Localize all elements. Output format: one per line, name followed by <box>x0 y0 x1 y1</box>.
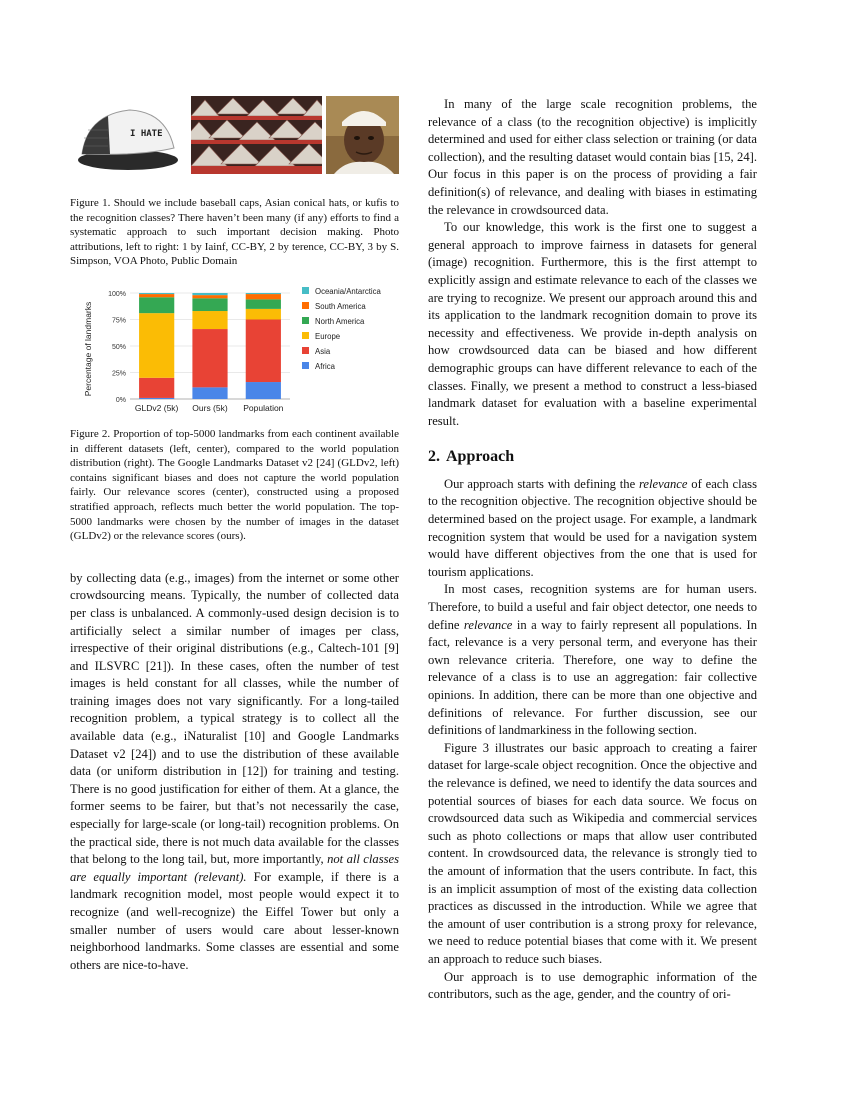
legend-swatch <box>302 347 309 354</box>
legend-label: Europe <box>315 331 341 341</box>
bar-segment <box>139 297 174 313</box>
section-number: 2. <box>428 448 440 466</box>
legend-label: South America <box>315 301 366 311</box>
right-paragraph-5: Figure 3 illustrates our basic approach to creating a fairer dataset for large-scale object recognition. Once the objective and the relevance is defined, we need to identify the data sources and potential sources of biases for each data source. We focus on crowdsourced data such as Wikipedia and commercial services such as photo collections or maps that allow user contributed content. In crowdsourced data, the relevance is strongly tied to the amount of information that the users contribute. In fact, this is an implicit assumption of most of the existing data collection practices as discussed in the introduction. While we agree that the amount of user contribution is a strong proxy for relevance, we need to reduce potential biases that come with it. We present an approach to reduce such biases. <box>428 740 757 966</box>
bar-segment <box>246 309 281 320</box>
conical-hats-photo <box>191 96 322 174</box>
left-column <box>70 96 399 974</box>
y-tick-label: 0% <box>115 396 126 404</box>
right-paragraph-2: To our knowledge, this work is the first one to suggest a general approach to improve fairness in datasets for general (image) recognition. Furthermore, this is the first attempt to explicitly assign and estimate relevance to each of the classes we are trying to recognize. We present our approach around this and its application to the landmark recognition domain to prove its necessity and effectiveness. We provide in-depth analysis on how crowdsourced data can be biased and how different demographic groups can have different relevance to each of the classes. Finally, we present a method to construct a less-biased landmark dataset for evaluation with a baseline experimental result. <box>428 220 757 428</box>
legend-swatch <box>302 332 309 339</box>
legend-swatch <box>302 317 309 324</box>
cap-print-text: I HATE <box>130 129 163 139</box>
right-paragraph-4 <box>428 581 757 739</box>
y-tick-label: 50% <box>111 343 126 351</box>
chart-bars <box>139 293 281 399</box>
bar-segment <box>192 329 227 387</box>
bar-segment <box>246 382 281 399</box>
x-tick-label: Ours (5k) <box>192 402 228 413</box>
y-tick-label: 75% <box>111 317 126 325</box>
section-heading <box>428 448 757 466</box>
right-paragraph-1: In many of the large scale recognition problems, the relevance of a class (to the recognition objective) is implicitly determined and used for either class selection or training (or data collection), and the resulting dataset would contain bias [15, 24]. Our focus in this paper is on the process of providing a fair definition(s) of relevance, and dealing with biases in estimating the relevance in crowdsourced data. <box>428 97 757 217</box>
legend-swatch <box>302 362 309 369</box>
legend-label: Oceania/Antarctica <box>315 286 381 296</box>
bar-segment <box>139 293 174 294</box>
bar-segment <box>246 299 281 309</box>
bar-segment <box>192 298 227 311</box>
right-p3-part-b: of each class to the recognition objective. The recognition objective should be determined based on the project usage. For example, a landmark recognition system that would be used for a navigation system would have different objectives from the one that is used for tourism applications. <box>428 476 757 579</box>
bar-segment <box>246 319 281 382</box>
legend-label: Asia <box>315 346 331 356</box>
bar-segment <box>192 311 227 329</box>
figure-1-caption: Figure 1. Should we include baseball caps, Asian conical hats, or kufis to the recognition classes? There haven’t been many (if any) efforts to find a systematic approach to such important decision making. Photo attributions, left to right: 1 by Iainf, CC-BY, 2 by terence, CC-BY, 3 by S. Simpson, VOA Photo, Public Domain <box>70 197 399 268</box>
left-p1-part-a: by collecting data (e.g., images) from the internet or some other crowdsourcing means. Typically, the number of collected data per class is unbalanced. A commonly-used design decision is to artificially select a similar number of images per class, irrespective of their original distributions (e.g., Caltech-101 [9] and ILSVRC [21]). In these cases, often the number of test images is held constant for all classes, while the number of training images does not vary significantly. For a long-tailed recognition problem, a typical strategy is to collect all the available data (e.g., iNaturalist [10] and Google Landmarks Dataset v2 [24]) and to use the distribution of these available data (or uniform distribution in [12]) for training and testing. There is no good justification for either of them. At a glance, the former seems to be fairer, but that’s not necessarily the case, especially for large-scale (or long-tail) recognition problems. On the practical side, there is not much data available for the classes that belong to the long tail, but, more importantly, <box>70 570 399 867</box>
right-paragraph-3 <box>428 476 757 582</box>
figure-2-caption: Figure 2. Proportion of top-5000 landmarks from each continent available in different datasets (left, center), compared to the world population distribution (right). The Google Landmarks Dataset v2 [24] (GLDv2, left) contains significant biases and does not capture the world population fairly. Our relevance scores (center), constructed using a proposed stratified approach, reflects much better the world population. The top-5000 landmarks were chosen by the number of images in the dataset (GLDv2) or the relevance scores (ours). <box>70 427 399 543</box>
bar-segment <box>192 295 227 298</box>
left-p1-emphasis: not all classes are equally important (relevant). <box>70 852 399 884</box>
right-p4-part-b: in a way to fairly represent all populations. In fact, relevance is a very personal term, and everyone has their own relevance criteria. Therefore, one way to define the relevance of a class is to use an aggregation: fair collective opinions. In addition, there can be more than one objective and definitions of relevance. For further discussion, see our definitions of landmarkiness in the following section. <box>428 617 757 738</box>
right-p3-part-a: Our approach starts with defining the <box>444 476 639 491</box>
left-p1-part-b: For example, if there is a landmark recognition model, most people would expect it to recognize (and well-recognize) the Eiffel Tower but only a smaller number of users would care about lesser-known neighborhood landmarks. Some classes are essential and some others are nice-to-have. <box>70 869 399 972</box>
legend-swatch <box>302 302 309 309</box>
y-tick-label: 100% <box>108 290 126 298</box>
chart-legend <box>302 287 382 371</box>
x-axis-ticks <box>135 403 284 413</box>
right-paragraph-6: Our approach is to use demographic information of the contributors, such as the age, gender, and the country of ori- <box>428 969 757 1002</box>
stacked-bar-chart <box>70 283 399 415</box>
right-p4-emphasis: relevance <box>463 617 513 632</box>
right-column <box>428 96 757 1004</box>
legend-swatch <box>302 287 309 294</box>
y-axis-ticks <box>108 291 126 404</box>
legend-label: North America <box>315 316 365 326</box>
bar-segment <box>139 313 174 378</box>
bar-segment <box>246 293 281 294</box>
figure-1-images <box>70 96 399 192</box>
bar-segment <box>246 294 281 299</box>
legend-label: Africa <box>315 361 335 371</box>
left-body-paragraph <box>70 570 399 975</box>
x-tick-label: GLDv2 (5k) <box>134 402 179 413</box>
bar-segment <box>139 398 174 399</box>
bar-segment <box>192 387 227 399</box>
bar-segment <box>139 294 174 297</box>
right-p3-emphasis: relevance <box>639 476 688 491</box>
right-p4-part-a: In most cases, recognition systems are for human users. Therefore, to build a useful and fair object detector, one needs to define <box>428 582 757 632</box>
y-tick-label: 25% <box>111 370 126 378</box>
y-axis-label: Percentage of landmarks <box>83 301 93 397</box>
bar-segment <box>192 293 227 295</box>
x-tick-label: Population <box>243 402 284 413</box>
kufi-portrait-photo <box>326 96 399 174</box>
bar-segment <box>139 378 174 398</box>
figure-2-chart <box>70 283 399 415</box>
section-title: Approach <box>446 448 515 466</box>
baseball-cap-photo <box>70 96 188 174</box>
